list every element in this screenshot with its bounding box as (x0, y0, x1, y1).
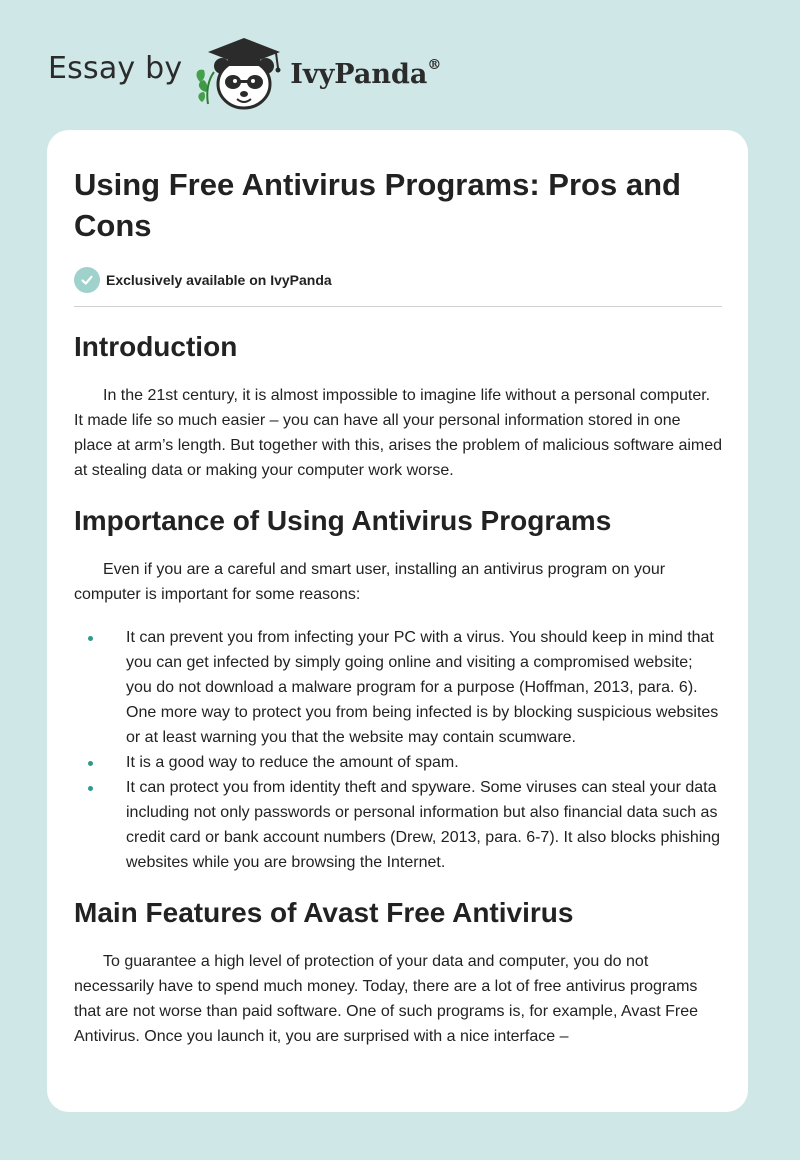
bullet-icon (88, 786, 93, 791)
bullet-icon (88, 636, 93, 641)
introduction-paragraph: In the 21st century, it is almost impossible to imagine life without a personal computer. It made life so much easier – you can have all your personal information stored in one place at arm’s length. But together with this, arises the problem of malicious software aimed at stealing data or making your computer work worse. (74, 387, 723, 479)
exclusive-badge-text: Exclusively available on IvyPanda (106, 272, 332, 288)
list-item-text: It can protect you from identity theft and spyware. Some viruses can steal your data including not only passwords or personal information but also financial data such as credit card or bank account numbers (Drew, 2013, para. 6-7). It also blocks phishing websites while you are browsing the Internet. (126, 779, 721, 871)
title-divider (74, 306, 722, 307)
list-item (126, 775, 722, 875)
checkmark-icon (74, 267, 100, 293)
exclusive-badge (74, 266, 722, 294)
bullet-icon (88, 761, 93, 766)
section-heading-avast-features: Main Features of Avast Free Antivirus (74, 897, 574, 928)
list-item-text: It can prevent you from infecting your PC with a virus. You should keep in mind that you can get infected by simply going online and visiting a compromised website; you do not download a malware program for a purpose (Hoffman, 2013, para. 6). One more way to protect you from being infected is by blocking suspicious websites or at least warning you that the website may contain scumware. (126, 629, 719, 746)
essay-by-label: Essay by (48, 50, 183, 86)
site-header (48, 32, 441, 112)
list-item (126, 625, 722, 750)
importance-paragraph: Even if you are a careful and smart user, installing an antivirus program on your computer is important for some reasons: (74, 561, 666, 603)
essay-title: Using Free Antivirus Programs: Pros and Cons (74, 167, 681, 243)
avast-features-paragraph: To guarantee a high level of protection of your data and computer, you do not necessarily have to spend much money. Today, there are a lot of free antivirus programs that are not worse than paid software. One of such programs is, for example, Avast Free Antivirus. Once you launch it, you are surprised with a nice interface – (74, 953, 699, 1045)
importance-reasons-list (74, 625, 722, 875)
registered-mark: ® (427, 56, 442, 73)
ivypanda-logo-icon[interactable] (192, 32, 288, 112)
section-heading-introduction: Introduction (74, 331, 238, 362)
brand-name[interactable]: IvyPanda® (290, 56, 442, 90)
section-heading-importance: Importance of Using Antivirus Programs (74, 505, 612, 536)
essay-card (47, 130, 748, 1112)
list-item-text: It is a good way to reduce the amount of spam. (126, 754, 459, 771)
list-item (126, 750, 722, 775)
